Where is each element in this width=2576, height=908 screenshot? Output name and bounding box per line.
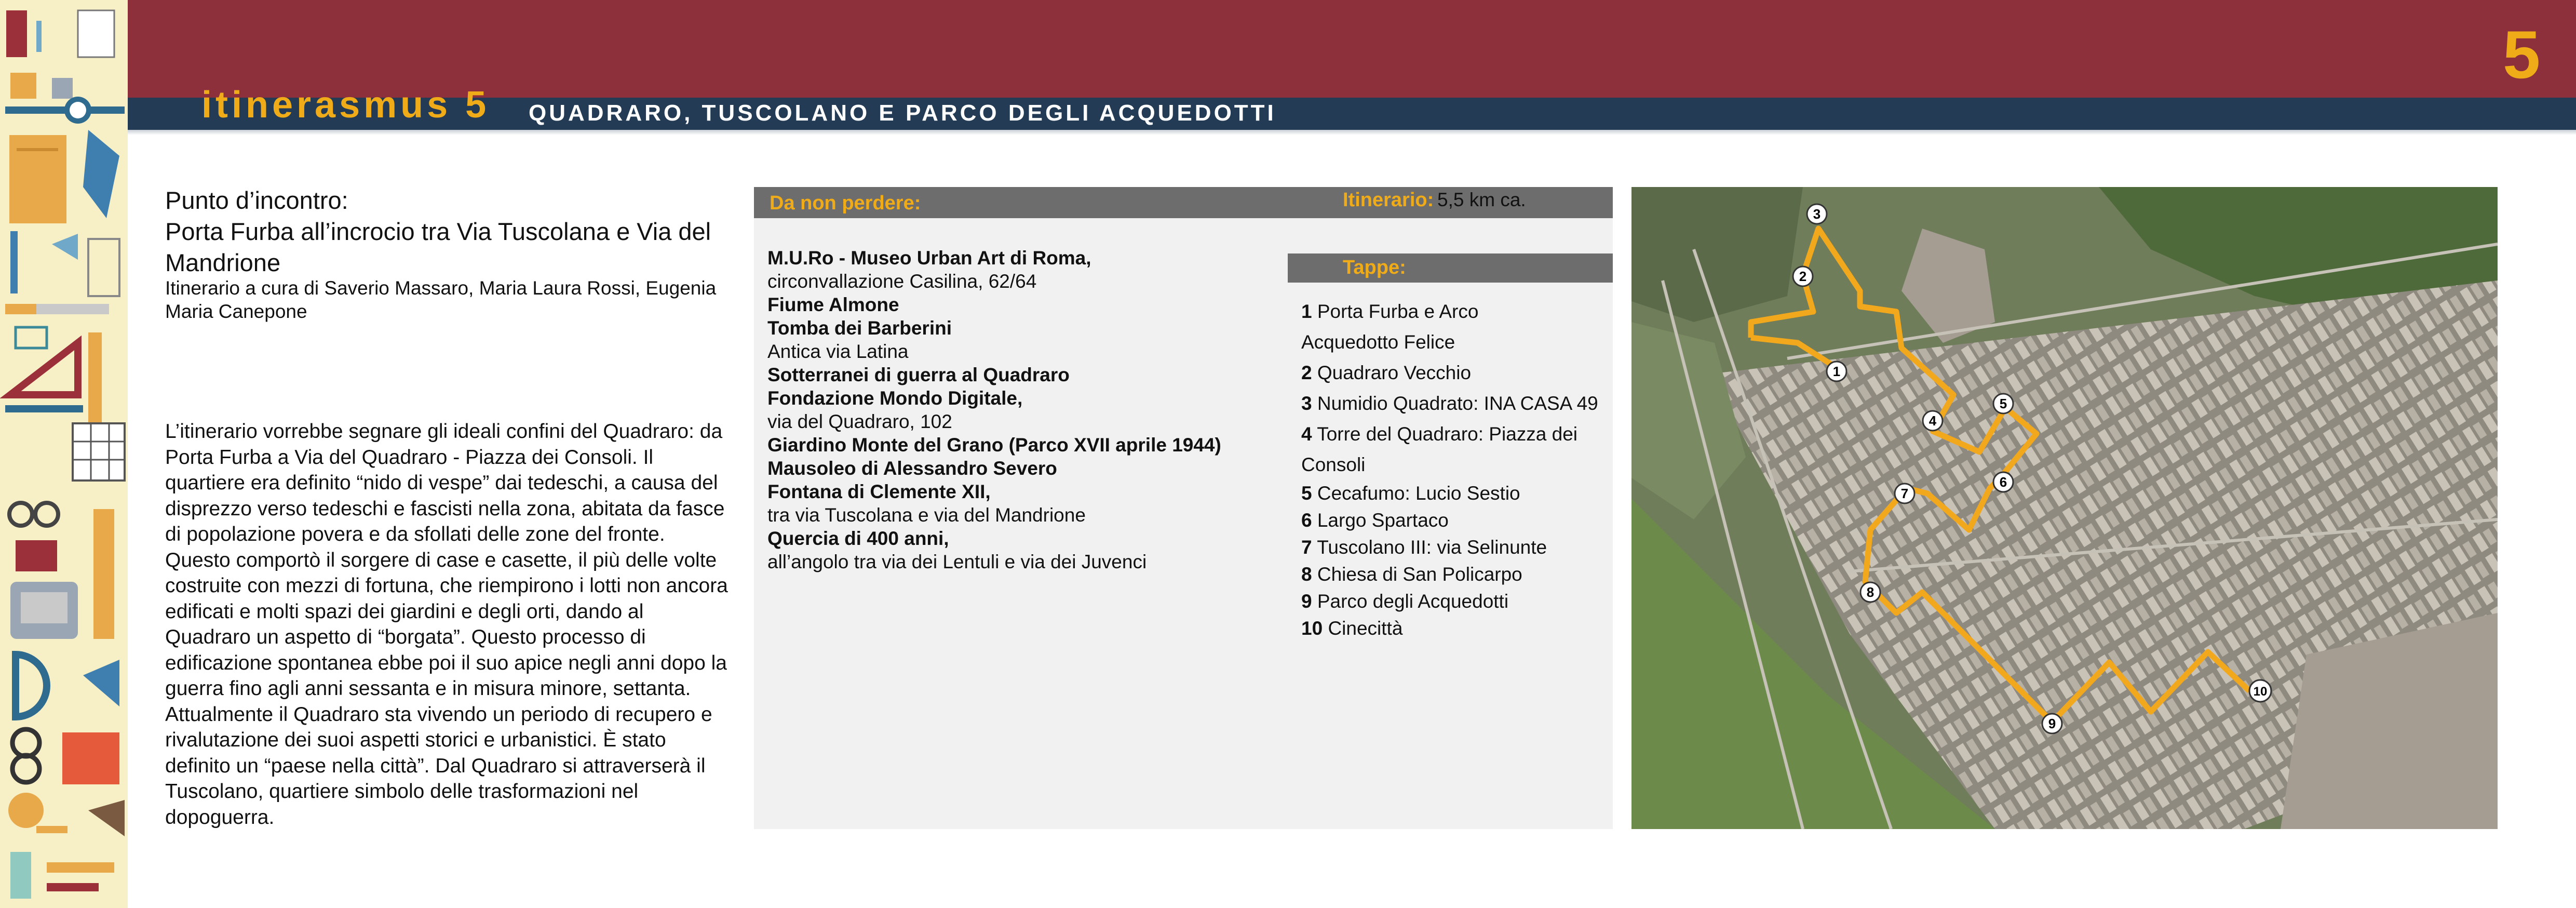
map-marker-2	[1793, 266, 1813, 286]
header-subtitle-bar	[128, 98, 2576, 130]
highlight-detail: tra via Tuscolana e via del Mandrione	[767, 504, 1086, 526]
stop-label: Chiesa di San Policarpo	[1317, 564, 1522, 585]
highlights-list	[767, 246, 1287, 573]
list-item	[767, 293, 1287, 316]
highlight-name: Sotterranei di guerra al Quadraro	[767, 364, 1070, 385]
stop-number: 2	[1301, 362, 1312, 383]
list-item	[1301, 507, 1608, 534]
list-item	[767, 363, 1287, 386]
list-item	[1301, 615, 1608, 642]
list-item	[1301, 561, 1608, 588]
page-number: 5	[2503, 17, 2541, 92]
stop-label: Tuscolano III: via Selinunte	[1317, 537, 1547, 558]
meeting-point	[165, 185, 731, 278]
list-item	[1301, 419, 1608, 480]
stop-label: Porta Furba e Arco	[1317, 301, 1479, 322]
itinerary-title: itinerasmus 5	[201, 84, 490, 126]
highlight-name: Fontana di Clemente XII,	[767, 481, 991, 502]
stop-label: Parco degli Acquedotti	[1317, 591, 1509, 612]
stop-label: Torre del Quadraro: Piazza dei	[1317, 423, 1578, 445]
stop-number: 7	[1301, 537, 1312, 558]
map-marker-6	[1993, 472, 2013, 492]
stop-number: 8	[1301, 564, 1312, 585]
list-item	[767, 386, 1287, 433]
stop-label-cont: Consoli	[1301, 454, 1366, 475]
list-item	[1301, 588, 1608, 615]
list-item	[767, 527, 1287, 573]
stop-label: Cecafumo: Lucio Sestio	[1317, 483, 1520, 504]
stop-number: 9	[1301, 591, 1312, 612]
map-marker-9	[2042, 714, 2062, 733]
map-marker-8	[1860, 582, 1880, 602]
list-item	[1301, 480, 1608, 507]
map-marker-7	[1895, 484, 1914, 503]
list-item	[767, 433, 1287, 457]
stop-label: Cinecittà	[1328, 618, 1403, 639]
stop-number: 6	[1301, 510, 1312, 531]
svg-text:3: 3	[1813, 206, 1821, 222]
decorative-stationery-strip	[0, 0, 128, 908]
stop-number: 5	[1301, 483, 1312, 504]
highlight-detail: via del Quadraro, 102	[767, 411, 952, 432]
stop-number: 3	[1301, 393, 1312, 414]
list-item	[767, 316, 1287, 363]
highlight-name: Mausoleo di Alessandro Severo	[767, 458, 1057, 479]
stop-number: 10	[1301, 618, 1323, 639]
svg-text:5: 5	[1999, 396, 2007, 411]
svg-text:1: 1	[1832, 364, 1841, 379]
stop-number: 4	[1301, 423, 1312, 445]
svg-text:4: 4	[1928, 413, 1937, 429]
svg-text:2: 2	[1799, 269, 1807, 284]
dont-miss-label: Da non perdere:	[770, 192, 921, 214]
itinerary-subtitle: QUADRARO, TUSCOLANO E PARCO DEGLI ACQUEDOTTI	[529, 100, 1276, 126]
list-item	[1301, 388, 1608, 419]
svg-text:10: 10	[2253, 685, 2268, 699]
stationery-icons	[5, 10, 125, 899]
stops-header	[1288, 253, 1613, 283]
svg-text:6: 6	[1999, 474, 2007, 490]
itinerary-length-label: Itinerario:	[1343, 189, 1434, 211]
stops-list	[1301, 296, 1608, 642]
list-item	[1301, 357, 1608, 388]
stop-number: 1	[1301, 301, 1312, 322]
highlight-name: Quercia di 400 anni,	[767, 528, 949, 549]
stop-label: Quadraro Vecchio	[1317, 362, 1472, 383]
highlight-name: M.U.Ro - Museo Urban Art di Roma,	[767, 247, 1091, 269]
itinerary-length-value: 5,5 km ca.	[1437, 189, 1526, 210]
list-item	[1301, 296, 1608, 357]
meeting-point-place: Porta Furba all’incrocio tra Via Tuscolana e Via del Mandrione	[165, 218, 711, 276]
curators-line: Itinerario a cura di Saverio Massaro, Maria Laura Rossi, Eugenia Maria Canepone	[165, 277, 717, 322]
svg-text:9: 9	[2048, 716, 2056, 731]
meeting-point-label: Punto d’incontro:	[165, 186, 348, 214]
list-item	[1301, 534, 1608, 561]
highlight-name: Tomba dei Barberini	[767, 317, 952, 339]
stops-label: Tappe:	[1343, 257, 1406, 278]
highlight-name: Fondazione Mondo Digitale,	[767, 388, 1023, 409]
svg-text:8: 8	[1866, 584, 1874, 600]
list-item	[767, 457, 1287, 480]
list-item	[767, 246, 1287, 293]
header-shadow	[128, 130, 2576, 135]
map-marker-10	[2249, 680, 2271, 702]
map-marker-3	[1807, 204, 1827, 224]
highlight-name: Fiume Almone	[767, 294, 899, 315]
stop-label-cont: Acquedotto Felice	[1301, 331, 1455, 353]
highlight-detail: Antica via Latina	[767, 341, 909, 362]
svg-text:7: 7	[1900, 486, 1909, 501]
stop-label: Largo Spartaco	[1317, 510, 1449, 531]
highlight-name: Giardino Monte del Grano (Parco XVII aprile 1944)	[767, 434, 1221, 456]
list-item	[767, 480, 1287, 527]
map-marker-1	[1827, 362, 1846, 381]
highlight-detail: all’angolo tra via dei Lentuli e via dei Juvenci	[767, 551, 1147, 572]
map-marker-4	[1923, 411, 1943, 431]
map-marker-5	[1993, 394, 2013, 413]
route-map	[1631, 187, 2498, 829]
itinerary-description: L’itinerario vorrebbe segnare gli ideali confini del Quadraro: da Porta Furba a Via del Quadraro - Piazza dei Consoli. Il quartiere era definito “nido di vespe” dai tedeschi, a causa del disprezzo verso tedeschi e fascisti nella zona, abitata da fasce di popolazione povera e da sfollati delle zone del fronte. Questo comportò il sorgere di case e casette, il più delle volte costruite con mezzi di fortuna, che riempirono i lotti non ancora edificati e molti spazi dei giardini e degli orti, dando al Quadraro un aspetto di “borgata”. Questo processo di edificazione spontanea ebbe poi il suo apice negli anni dopo la guerra fino agli anni sessanta e in misura minore, settanta. Attualmente il Quadraro sta vivendo un periodo di recupero e rivalutazione dei suoi aspetti storici e urbanistici. È stato definito un “paese nella città”. Dal Quadraro si attraverserà il Tuscolano, quartiere simbolo delle trasformazioni nel dopoguerra.	[165, 420, 728, 829]
header-band	[128, 0, 2576, 98]
stop-label: Numidio Quadrato: INA CASA 49	[1317, 393, 1598, 414]
highlight-detail: circonvallazione Casilina, 62/64	[767, 271, 1037, 292]
